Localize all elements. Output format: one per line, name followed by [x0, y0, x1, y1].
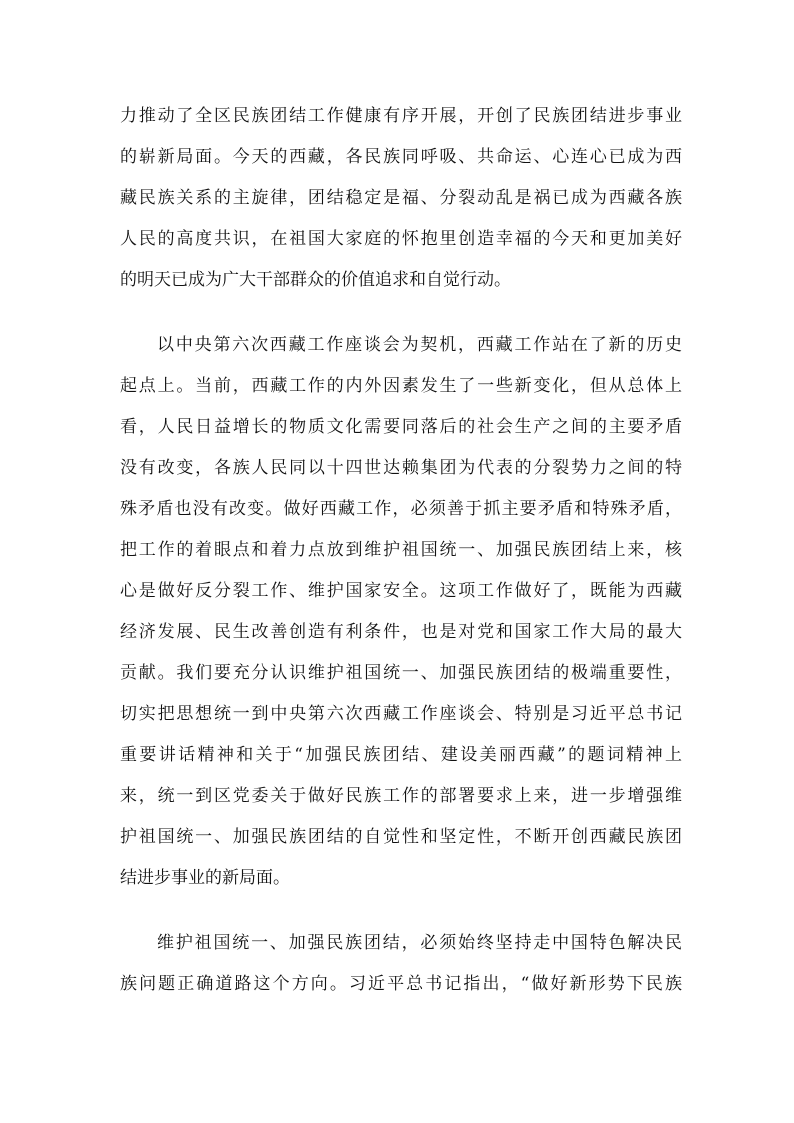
text-line: 把工作的着眼点和着力点放到维护祖国统一、加强民族团结上来，核 — [120, 540, 682, 560]
text-line: 以中央第六次西藏工作座谈会为契机，西藏工作站在了新的历史 — [157, 335, 682, 355]
text-line: 起点上。当前，西藏工作的内外因素发生了一些新变化，但从总体上 — [120, 376, 682, 396]
paragraph-2 — [120, 325, 682, 899]
text-line: 族问题正确道路这个方向。习近平总书记指出，“做好新形势下民族 — [120, 974, 682, 994]
paragraph-1 — [120, 96, 682, 301]
text-line: 来，统一到区党委关于做好民族工作的部署要求上来，进一步增强维 — [120, 786, 682, 806]
text-line: 人民的高度共识，在祖国大家庭的怀抱里创造幸福的今天和更加美好 — [120, 229, 682, 249]
text-line: 重要讲话精神和关于“加强民族团结、建设美丽西藏”的题词精神上 — [120, 745, 682, 765]
paragraph-3 — [120, 923, 682, 1005]
text-line: 心是做好反分裂工作、维护国家安全。这项工作做好了，既能为西藏 — [120, 581, 682, 601]
text-line: 藏民族关系的主旋律，团结稳定是福、分裂动乱是祸已成为西藏各族 — [120, 188, 682, 208]
text-line: 看，人民日益增长的物质文化需要同落后的社会生产之间的主要矛盾 — [120, 417, 682, 437]
text-line: 力推动了全区民族团结工作健康有序开展，开创了民族团结进步事业 — [120, 106, 682, 126]
text-line: 贡献。我们要充分认识维护祖国统一、加强民族团结的极端重要性， — [120, 663, 682, 683]
text-line: 殊矛盾也没有改变。做好西藏工作，必须善于抓主要矛盾和特殊矛盾， — [120, 499, 682, 519]
text-line: 的崭新局面。今天的西藏，各民族同呼吸、共命运、心连心已成为西 — [120, 147, 682, 167]
text-line: 护祖国统一、加强民族团结的自觉性和坚定性，不断开创西藏民族团 — [120, 827, 682, 847]
text-line: 结进步事业的新局面。 — [120, 868, 290, 888]
text-line: 没有改变，各族人民同以十四世达赖集团为代表的分裂势力之间的特 — [120, 458, 682, 478]
text-line: 的明天已成为广大干部群众的价值追求和自觉行动。 — [120, 270, 511, 290]
text-line: 维护祖国统一、加强民族团结，必须始终坚持走中国特色解决民 — [157, 933, 682, 953]
text-line: 切实把思想统一到中央第六次西藏工作座谈会、特别是习近平总书记 — [120, 704, 682, 724]
document-body — [120, 96, 682, 1029]
text-line: 经济发展、民生改善创造有利条件，也是对党和国家工作大局的最大 — [120, 622, 682, 642]
